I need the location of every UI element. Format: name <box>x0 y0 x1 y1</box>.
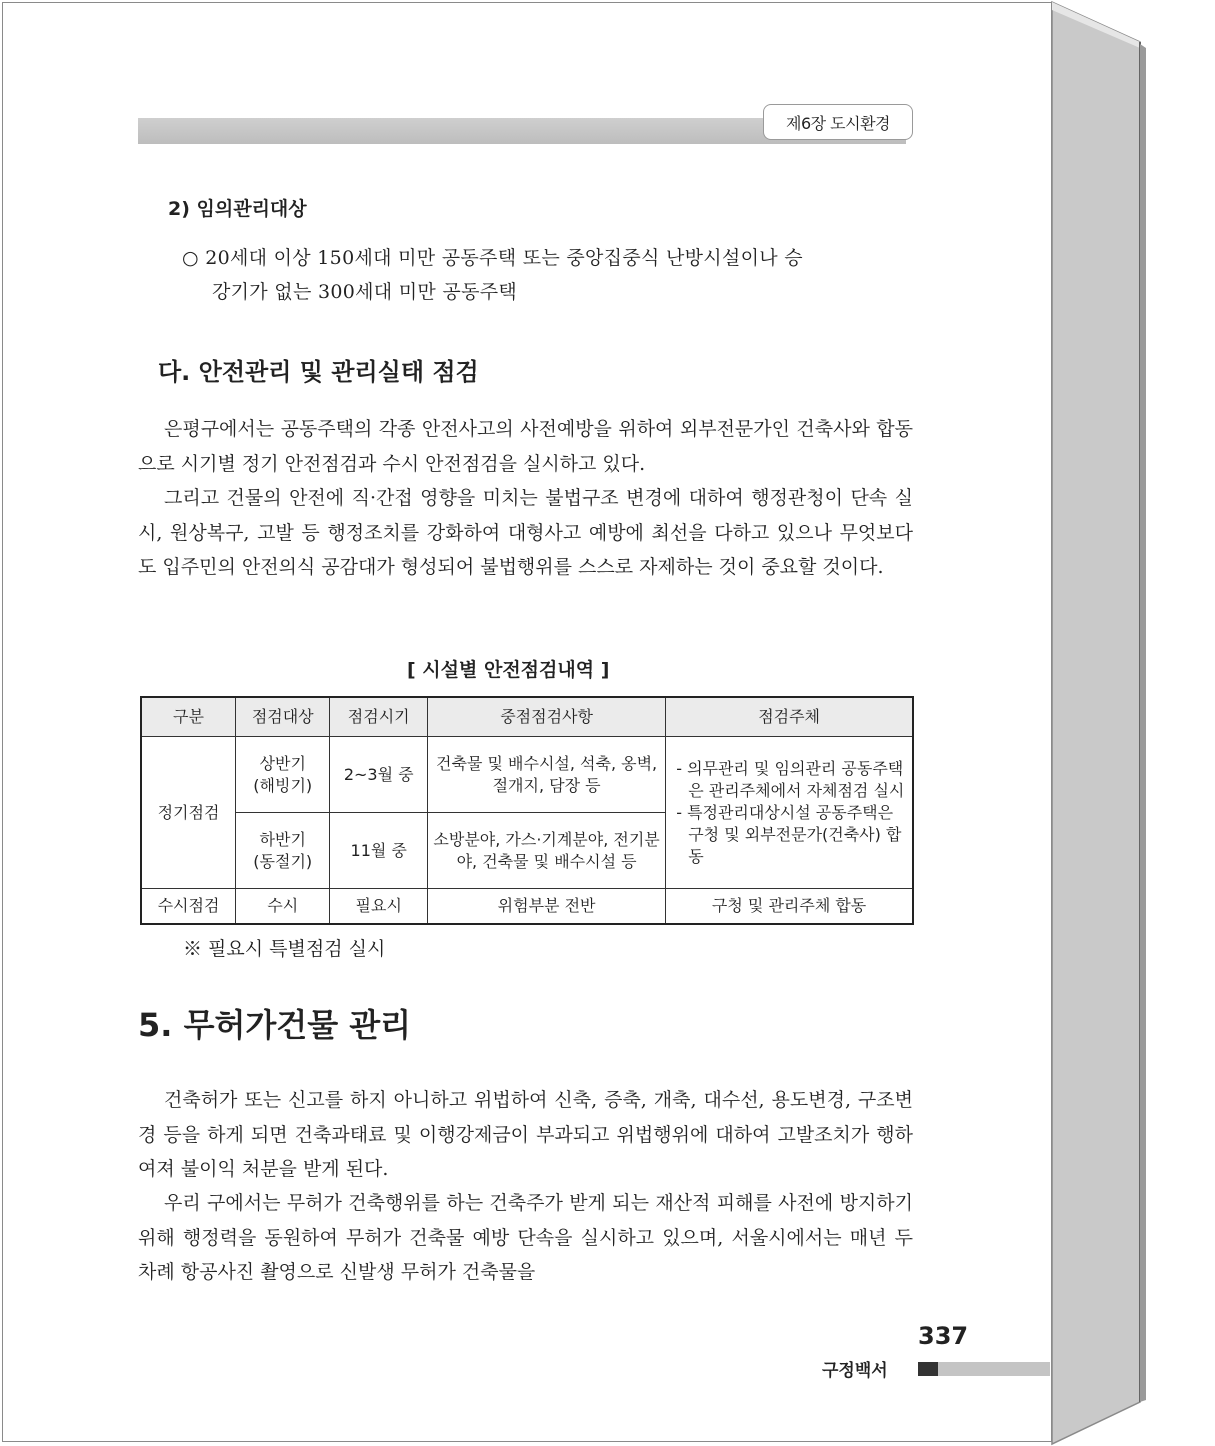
table-cell: 11월 중 <box>330 813 428 889</box>
page-number: 337 <box>918 1322 969 1350</box>
section-heading: 다. 안전관리 및 관리실태 점검 <box>158 358 479 386</box>
table-note: ※ 필요시 특별점검 실시 <box>183 938 386 960</box>
table-cell: 구청 및 관리주체 합동 <box>666 889 913 924</box>
chapter-tab: 제6장 도시환경 <box>763 104 913 140</box>
table-cell: 필요시 <box>330 889 428 924</box>
chapter-section-heading: 5. 무허가건물 관리 <box>138 1006 412 1044</box>
table-cell: 정기점검 <box>141 737 235 889</box>
table-title: [ 시설별 안전점검내역 ] <box>407 659 610 681</box>
bullet-text-line1: ○ 20세대 이상 150세대 미만 공동주택 또는 중앙집중식 난방시설이나 승 <box>182 247 803 269</box>
cell-line: 상반기 <box>259 753 306 773</box>
footer-bar-grey <box>938 1362 1050 1376</box>
table-header-row <box>141 697 913 737</box>
subsection-title: 2) 임의관리대상 <box>168 198 307 220</box>
table-cell: 수시점검 <box>141 889 235 924</box>
table-header-cell: 구분 <box>141 697 235 737</box>
table-header-cell: 점검주체 <box>666 697 913 737</box>
cell-line: 하반기 <box>259 829 306 849</box>
table-cell <box>666 737 913 889</box>
paragraph: 건축허가 또는 신고를 하지 아니하고 위법하여 신축, 증축, 개축, 대수선, 용도변경, 구조변경 등을 하게 되면 건축과태료 및 이행강제금이 부과되고 위법행위에 대하여 고발조치가 행하여져 불이익 처분을 받게 된다. <box>138 1089 913 1180</box>
paragraph: 우리 구에서는 무허가 건축행위를 하는 건축주가 받게 되는 재산적 피해를 사전에 방지하기 위해 행정력을 동원하여 무허가 건축물 예방 단속을 실시하고 있으며, 서울시에서는 매년 두 차례 항공사진 촬영으로 신발생 무허가 건축물을 <box>138 1192 913 1283</box>
cell-line: - 의무관리 및 임의관리 공동주택은 관리주체에서 자체점검 실시 <box>676 758 905 800</box>
cell-line: (동절기) <box>253 851 313 871</box>
table-header-cell: 중점점검사항 <box>427 697 665 737</box>
paragraph: 그리고 건물의 안전에 직·간접 영향을 미치는 불법구조 변경에 대하여 행정관청이 단속 실시, 원상복구, 고발 등 행정조치를 강화하여 대형사고 예방에 최선을 다하고 있으나 무엇보다도 입주민의 안전의식 공감대가 형성되어 불법행위를 스스로 자제하는 것이 중요할 것이다. <box>138 487 913 578</box>
table-row <box>141 737 913 813</box>
paragraph: 은평구에서는 공동주택의 각종 안전사고의 사전예방을 위하여 외부전문가인 건축사와 합동으로 시기별 정기 안전점검과 수시 안전점검을 실시하고 있다. <box>138 418 913 475</box>
cell-line: (해빙기) <box>253 775 313 795</box>
table-cell: 2~3월 중 <box>330 737 428 813</box>
footer-bar-dark <box>918 1362 938 1376</box>
book-title: 구정백서 <box>822 1361 888 1381</box>
table-row <box>141 889 913 924</box>
table-cell: 소방분야, 가스·기계분야, 전기분야, 건축물 및 배수시설 등 <box>427 813 665 889</box>
table-cell <box>235 813 329 889</box>
bullet-text-line2: 강기가 없는 300세대 미만 공동주택 <box>212 281 518 303</box>
inspection-table <box>140 696 914 925</box>
table-cell: 수시 <box>235 889 329 924</box>
table-cell: 위험부분 전반 <box>427 889 665 924</box>
table-cell: 건축물 및 배수시설, 석축, 옹벽, 절개지, 담장 등 <box>427 737 665 813</box>
table-cell <box>235 737 329 813</box>
table-header-cell: 점검대상 <box>235 697 329 737</box>
cell-line: - 특정관리대상시설 공동주택은 구청 및 외부전문가(건축사) 합동 <box>676 802 902 866</box>
table-header-cell: 점검시기 <box>330 697 428 737</box>
